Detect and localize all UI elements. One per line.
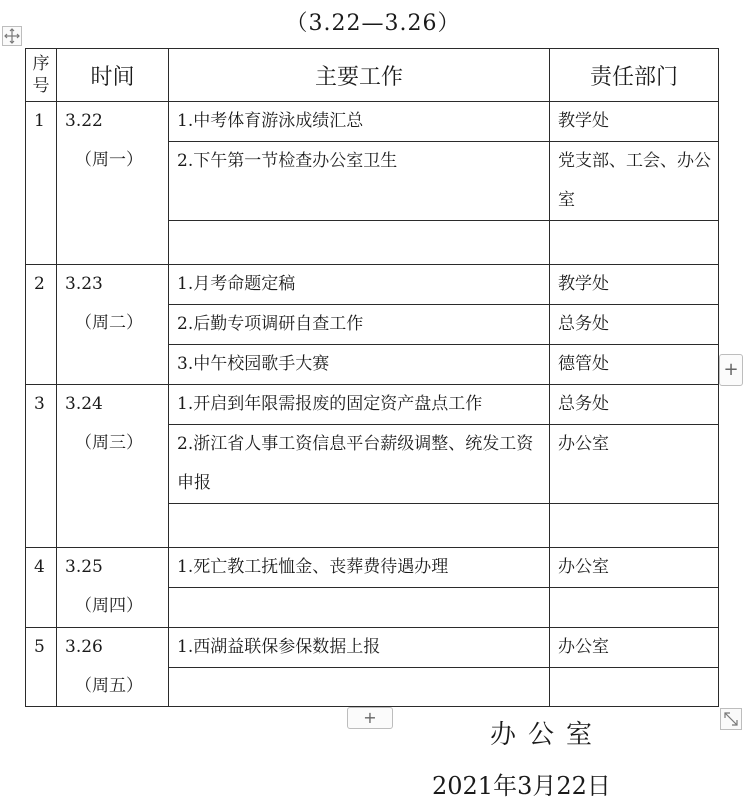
add-column-button[interactable] <box>719 354 743 386</box>
plus-icon: + <box>723 359 739 380</box>
table-row <box>26 548 719 588</box>
header-row <box>26 49 719 102</box>
row-weekday: （周二） <box>75 313 143 333</box>
add-row-button[interactable] <box>347 707 393 729</box>
row-time <box>57 548 169 628</box>
row-date: 3.22 <box>65 111 103 131</box>
task-work: 2.下午第一节检查办公室卫生 <box>169 142 550 221</box>
row-time <box>57 385 169 548</box>
move-arrows-icon <box>3 27 21 45</box>
task-dept: 办公室 <box>550 548 719 588</box>
table-row <box>26 265 719 305</box>
row-seq: 2 <box>26 265 57 385</box>
row-seq: 3 <box>26 385 57 548</box>
task-dept: 总务处 <box>550 305 719 345</box>
task-work: 3.中午校园歌手大赛 <box>169 345 550 385</box>
table-resize-handle[interactable] <box>720 708 742 730</box>
row-date: 3.25 <box>65 557 103 577</box>
task-work: 1.月考命题定稿 <box>169 265 550 305</box>
task-work <box>169 221 550 265</box>
row-weekday: （周一） <box>75 150 143 170</box>
task-dept <box>550 668 719 707</box>
task-work: 2.浙江省人事工资信息平台薪级调整、统发工资申报 <box>169 425 550 504</box>
task-dept: 党支部、工会、办公室 <box>550 142 719 221</box>
row-seq: 4 <box>26 548 57 628</box>
row-weekday: （周五） <box>75 676 143 696</box>
task-work: 1.开启到年限需报废的固定资产盘点工作 <box>169 385 550 425</box>
row-weekday: （周四） <box>75 596 143 616</box>
signature-office: 办公室 <box>490 720 605 750</box>
row-date: 3.24 <box>65 394 103 414</box>
resize-arrows-icon <box>721 709 741 729</box>
row-seq: 5 <box>26 628 57 707</box>
task-dept <box>550 588 719 628</box>
row-date: 3.26 <box>65 637 103 657</box>
header-dept: 责任部门 <box>550 49 719 102</box>
task-work: 1.西湖益联保参保数据上报 <box>169 628 550 668</box>
task-dept: 办公室 <box>550 425 719 504</box>
row-weekday: （周三） <box>75 433 143 453</box>
task-dept: 办公室 <box>550 628 719 668</box>
task-dept <box>550 504 719 548</box>
task-dept: 教学处 <box>550 102 719 142</box>
plus-icon: + <box>363 708 377 727</box>
header-time: 时间 <box>57 49 169 102</box>
schedule-table <box>25 48 719 707</box>
task-work: 1.死亡教工抚恤金、丧葬费待遇办理 <box>169 548 550 588</box>
schedule-title: （3.22—3.26） <box>285 11 461 36</box>
row-time <box>57 265 169 385</box>
row-time <box>57 102 169 265</box>
row-date: 3.23 <box>65 274 103 294</box>
row-time <box>57 628 169 707</box>
table-row <box>26 102 719 142</box>
task-work: 1.中考体育游泳成绩汇总 <box>169 102 550 142</box>
task-dept <box>550 221 719 265</box>
task-work <box>169 504 550 548</box>
task-work: 2.后勤专项调研自查工作 <box>169 305 550 345</box>
table-move-handle[interactable] <box>2 26 22 46</box>
table-row <box>26 628 719 668</box>
task-dept: 德管处 <box>550 345 719 385</box>
task-dept: 总务处 <box>550 385 719 425</box>
task-work <box>169 588 550 628</box>
task-dept: 教学处 <box>550 265 719 305</box>
task-work <box>169 668 550 707</box>
header-seq: 序号 <box>26 49 57 102</box>
header-work: 主要工作 <box>169 49 550 102</box>
signature-date: 2021年3月22日 <box>432 772 611 800</box>
table-row <box>26 385 719 425</box>
row-seq: 1 <box>26 102 57 265</box>
